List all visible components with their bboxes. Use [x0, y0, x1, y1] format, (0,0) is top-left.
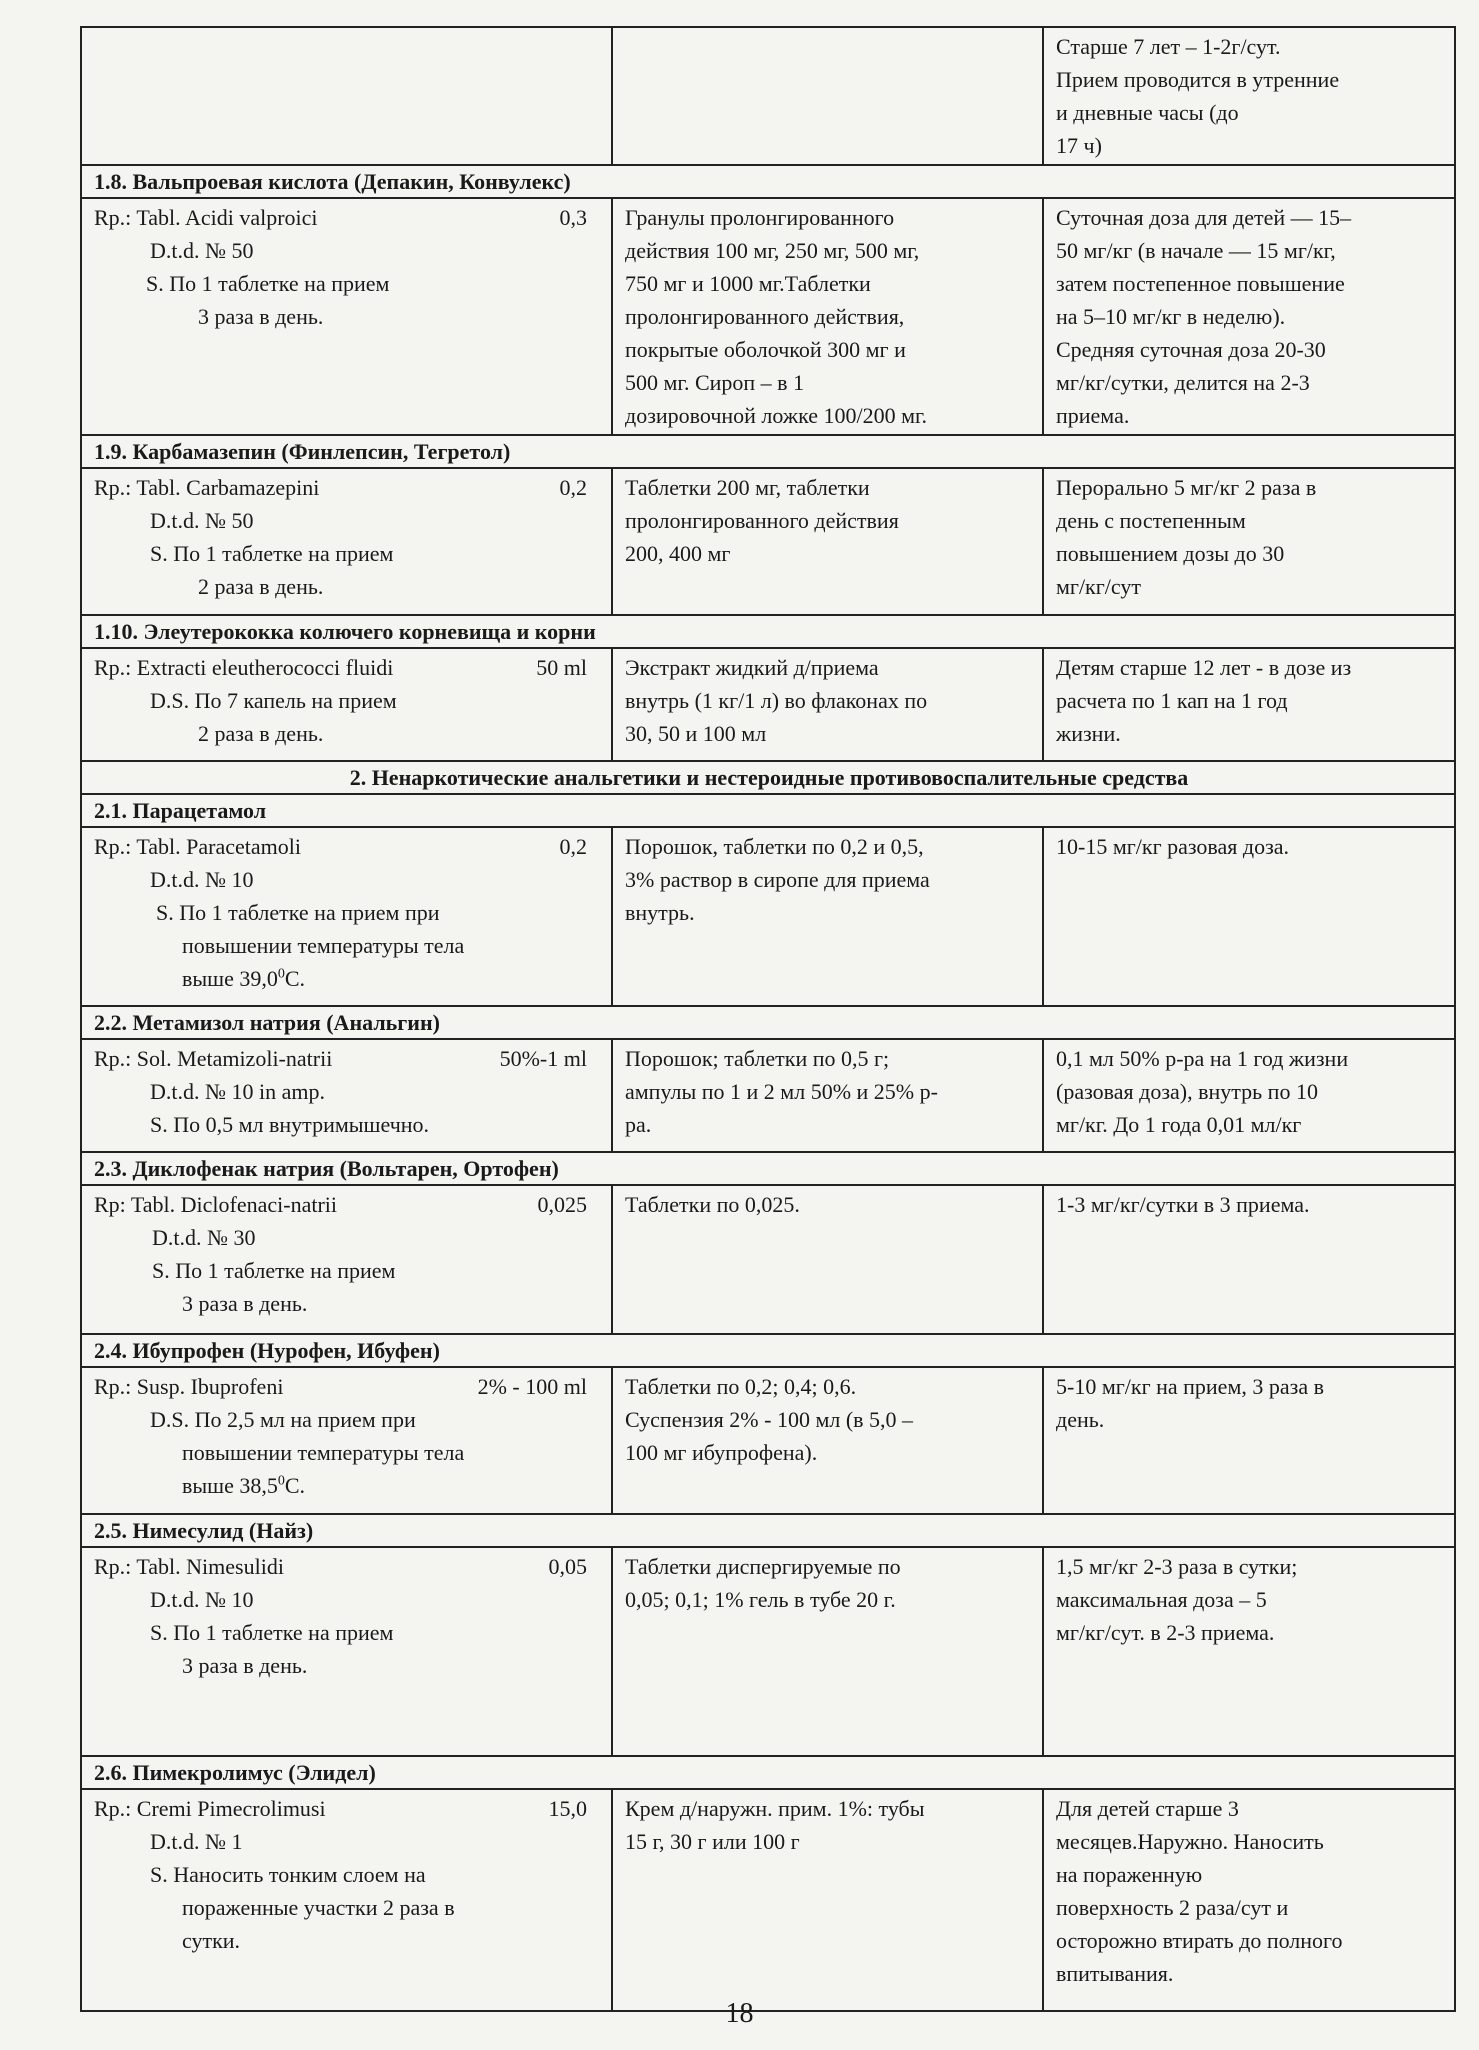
- rx-line-text: выше 39,0: [182, 966, 278, 991]
- dosing-cell: [1043, 1367, 1455, 1514]
- form-line: внутрь (1 кг/1 л) во флаконах по: [625, 688, 928, 713]
- rx-dose: 0,05: [548, 1554, 587, 1579]
- rx-line-text: S. По 1 таблетке на прием: [152, 1258, 396, 1283]
- degree-mark: 0: [277, 966, 285, 982]
- rx-line: [94, 1825, 601, 1858]
- rx-line: [94, 504, 601, 537]
- dosing-line: 1-3 мг/кг/сутки в 3 приема.: [1056, 1192, 1310, 1217]
- rx-line: [94, 863, 601, 896]
- rx-name: Rp.: Tabl. Carbamazepini: [94, 475, 320, 500]
- group-heading-row: [81, 761, 1455, 794]
- section-title: 2.4. Ибупрофен (Нурофен, Ибуфен): [81, 1334, 1455, 1367]
- form-line: Таблетки по 0,2; 0,4; 0,6.: [625, 1374, 857, 1399]
- rx-line: [94, 234, 601, 267]
- rx-line-text: D.t.d. № 30: [152, 1225, 256, 1250]
- table-row: [81, 648, 1455, 761]
- form-line: Таблетки диспергируемые по: [625, 1554, 901, 1579]
- form-line: внутрь.: [625, 900, 695, 925]
- rx-line: [94, 1891, 601, 1924]
- form-line: Экстракт жидкий д/приема: [625, 655, 879, 680]
- section-title-row: [81, 1334, 1455, 1367]
- prescription-cell: [81, 1367, 612, 1514]
- dosing-line: день.: [1056, 1407, 1105, 1432]
- rx-line: [94, 1469, 601, 1502]
- section-title-row: [81, 1514, 1455, 1547]
- rx-line-text: S. По 1 таблетке на прием при: [156, 900, 440, 925]
- rx-name: Rp.: Tabl. Nimesulidi: [94, 1554, 284, 1579]
- rx-head: [94, 471, 601, 504]
- top-row-col3: [1043, 27, 1455, 165]
- form-line: ра.: [625, 1112, 652, 1137]
- rx-name: Rp.: Tabl. Acidi valproici: [94, 205, 318, 230]
- rx-line-text: пораженные участки 2 раза в: [182, 1895, 455, 1920]
- rx-dose: 0,2: [559, 475, 587, 500]
- rx-dose: 50 ml: [536, 655, 587, 680]
- form-line: дозировочной ложке 100/200 мг.: [625, 403, 928, 428]
- dosing-cell: [1043, 1039, 1455, 1152]
- rx-head: [94, 1188, 601, 1221]
- dosage-form-cell: [612, 1039, 1043, 1152]
- rx-line-unit: С.: [284, 966, 306, 991]
- rx-line-text: S. Наносить тонким слоем на: [150, 1862, 426, 1887]
- rx-line: [94, 1858, 601, 1891]
- form-line: Порошок, таблетки по 0,2 и 0,5,: [625, 834, 924, 859]
- table-row: [81, 27, 1455, 165]
- dosing-line: день с постепенным: [1056, 508, 1246, 533]
- form-line: Таблетки 200 мг, таблетки: [625, 475, 870, 500]
- rx-head: [94, 1550, 601, 1583]
- dosing-line: Перорально 5 мг/кг 2 раза в: [1056, 475, 1317, 500]
- rx-line-text: D.t.d. № 10 in amp.: [150, 1079, 325, 1104]
- rx-name: Rp: Tabl. Diclofenaci-natrii: [94, 1192, 338, 1217]
- form-line: Таблетки по 0,025.: [625, 1192, 800, 1217]
- dosing-line: Для детей старше 3: [1056, 1796, 1239, 1821]
- table-row: [81, 1367, 1455, 1514]
- rx-line: [94, 1075, 601, 1108]
- dosing-line: 5-10 мг/кг на прием, 3 раза в: [1056, 1374, 1324, 1399]
- dosing-line: на пораженную: [1056, 1862, 1203, 1887]
- rx-line-text: 2 раза в день.: [198, 574, 324, 599]
- dosage-form-cell: [612, 1547, 1043, 1756]
- section-title-row: [81, 615, 1455, 648]
- rx-dose: 0,3: [559, 205, 587, 230]
- form-line: 750 мг и 1000 мг.Таблетки: [625, 271, 871, 296]
- rx-line-text: D.t.d. № 50: [150, 238, 254, 263]
- form-line: ампулы по 1 и 2 мл 50% и 25% р-: [625, 1079, 938, 1104]
- dosing-line: приема.: [1056, 403, 1130, 428]
- rx-head: [94, 651, 601, 684]
- rx-line: [94, 1287, 601, 1320]
- dosing-line: расчета по 1 кап на 1 год: [1056, 688, 1288, 713]
- rx-line: [94, 1254, 601, 1287]
- dosing-line: мг/кг/сут: [1056, 574, 1141, 599]
- dosing-cell: [1043, 198, 1455, 435]
- dosing-line: Суточная доза для детей — 15–: [1056, 205, 1352, 230]
- rx-line: [94, 1108, 601, 1141]
- dosage-form-cell: [612, 1185, 1043, 1334]
- form-line: 100 мг ибупрофена).: [625, 1440, 818, 1465]
- rx-line: [94, 267, 601, 300]
- rx-line-text: D.t.d. № 10: [150, 1587, 254, 1612]
- section-title-row: [81, 165, 1455, 198]
- dosing-line: мг/кг. До 1 года 0,01 мл/кг: [1056, 1112, 1302, 1137]
- rx-line-text: 3 раза в день.: [198, 304, 324, 329]
- dosing-line: и дневные часы (до: [1056, 100, 1239, 125]
- table-row: [81, 827, 1455, 1006]
- rx-dose: 2% - 100 ml: [477, 1374, 587, 1399]
- rx-head: [94, 830, 601, 863]
- section-title: 2.5. Нимесулид (Найз): [81, 1514, 1455, 1547]
- rx-name: Rp.: Extracti eleutherococci fluidi: [94, 655, 394, 680]
- dosing-cell: [1043, 827, 1455, 1006]
- form-line: покрытые оболочкой 300 мг и: [625, 337, 906, 362]
- page-number: 18: [725, 1998, 754, 2029]
- rx-dose: 0,2: [559, 834, 587, 859]
- degree-mark: 0: [277, 1473, 285, 1489]
- group-heading: 2. Ненаркотические анальгетики и нестероидные противовоспалительные средства: [81, 761, 1455, 794]
- rx-line-text: D.S. По 7 капель на прием: [150, 688, 397, 713]
- form-line: действия 100 мг, 250 мг, 500 мг,: [625, 238, 920, 263]
- table-row: [81, 1185, 1455, 1334]
- rx-line-text: S. По 1 таблетке на прием: [146, 271, 390, 296]
- dosing-line: Прием проводится в утренние: [1056, 67, 1340, 92]
- dosing-line: поверхность 2 раза/сут и: [1056, 1895, 1289, 1920]
- form-line: Гранулы пролонгированного: [625, 205, 895, 230]
- rx-line: [94, 537, 601, 570]
- rx-line: [94, 570, 601, 603]
- dosing-line: 0,1 мл 50% р-ра на 1 год жизни: [1056, 1046, 1349, 1071]
- prescription-cell: [81, 827, 612, 1006]
- dosing-line: 17 ч): [1056, 133, 1102, 158]
- rx-head: [94, 1792, 601, 1825]
- table-row: [81, 198, 1455, 435]
- rx-dose: 15,0: [548, 1796, 587, 1821]
- dosing-line: впитывания.: [1056, 1961, 1174, 1986]
- dosing-line: мг/кг/сутки, делится на 2-3: [1056, 370, 1310, 395]
- dosing-line: максимальная доза – 5: [1056, 1587, 1267, 1612]
- dosing-line: затем постепенное повышение: [1056, 271, 1345, 296]
- section-title: 1.10. Элеутерококка колючего корневища и корни: [81, 615, 1455, 648]
- dosing-line: Средняя суточная доза 20-30: [1056, 337, 1326, 362]
- section-title-row: [81, 1006, 1455, 1039]
- dosage-form-cell: [612, 648, 1043, 761]
- rx-line-text: D.S. По 2,5 мл на прием при: [150, 1407, 416, 1432]
- dosage-form-cell: [612, 1789, 1043, 2011]
- top-row-col2: [612, 27, 1043, 165]
- rx-line: [94, 1924, 601, 1957]
- prescription-cell: [81, 468, 612, 615]
- form-line: 15 г, 30 г или 100 г: [625, 1829, 800, 1854]
- prescription-cell: [81, 1039, 612, 1152]
- rx-name: Rp.: Cremi Pimecrolimusi: [94, 1796, 326, 1821]
- rx-line-text: 3 раза в день.: [182, 1291, 308, 1316]
- dosage-form-cell: [612, 827, 1043, 1006]
- rx-line: [94, 962, 601, 995]
- dosing-line: мг/кг/сут. в 2-3 приема.: [1056, 1620, 1275, 1645]
- dosing-cell: [1043, 648, 1455, 761]
- prescription-cell: [81, 1185, 612, 1334]
- dosing-line: жизни.: [1056, 721, 1121, 746]
- table-row: [81, 1039, 1455, 1152]
- rx-line: [94, 929, 601, 962]
- dosage-form-cell: [612, 198, 1043, 435]
- rx-line-text: S. По 1 таблетке на прием: [150, 541, 394, 566]
- dosage-form-cell: [612, 1367, 1043, 1514]
- section-title: 2.2. Метамизол натрия (Анальгин): [81, 1006, 1455, 1039]
- rx-line-text: S. По 1 таблетке на прием: [150, 1620, 394, 1645]
- rx-name: Rp.: Susp. Ibuprofeni: [94, 1374, 284, 1399]
- prescription-cell: [81, 1789, 612, 2011]
- prescription-table: [80, 26, 1456, 2012]
- section-title: 2.3. Диклофенак натрия (Вольтарен, Ортофен): [81, 1152, 1455, 1185]
- dosing-line: 1,5 мг/кг 2-3 раза в сутки;: [1056, 1554, 1298, 1579]
- rx-line: [94, 1221, 601, 1254]
- rx-line: [94, 300, 601, 333]
- dosing-line: осторожно втирать до полного: [1056, 1928, 1343, 1953]
- dosing-line: 10-15 мг/кг разовая доза.: [1056, 834, 1290, 859]
- prescription-cell: [81, 198, 612, 435]
- section-title-row: [81, 794, 1455, 827]
- rx-dose: 0,025: [537, 1192, 587, 1217]
- form-line: 30, 50 и 100 мл: [625, 721, 767, 746]
- rx-name: Rp.: Tabl. Paracetamoli: [94, 834, 302, 859]
- top-row-col1: [81, 27, 612, 165]
- section-title: 2.6. Пимекролимус (Элидел): [81, 1756, 1455, 1789]
- dosing-line: повышением дозы до 30: [1056, 541, 1285, 566]
- form-line: 200, 400 мг: [625, 541, 731, 566]
- dosing-cell: [1043, 468, 1455, 615]
- rx-line-text: повышении температуры тела: [182, 933, 465, 958]
- rx-line-text: сутки.: [182, 1928, 241, 1953]
- section-title-row: [81, 1152, 1455, 1185]
- dosing-line: Старше 7 лет – 1-2г/сут.: [1056, 34, 1281, 59]
- form-line: 3% раствор в сиропе для приема: [625, 867, 930, 892]
- section-title: 1.8. Вальпроевая кислота (Депакин, Конвулекс): [81, 165, 1455, 198]
- rx-line-text: 2 раза в день.: [198, 721, 324, 746]
- rx-head: [94, 1370, 601, 1403]
- rx-line-unit: С.: [284, 1473, 306, 1498]
- rx-line-text: 3 раза в день.: [182, 1653, 308, 1678]
- section-title: 2.1. Парацетамол: [81, 794, 1455, 827]
- prescription-cell: [81, 1547, 612, 1756]
- table-row: [81, 1547, 1455, 1756]
- dosing-cell: [1043, 1547, 1455, 1756]
- rx-line: [94, 1649, 601, 1682]
- dosing-cell: [1043, 1185, 1455, 1334]
- form-line: Порошок; таблетки по 0,5 г;: [625, 1046, 890, 1071]
- section-title-row: [81, 1756, 1455, 1789]
- dosing-line: месяцев.Наружно. Наносить: [1056, 1829, 1324, 1854]
- dosing-line: (разовая доза), внутрь по 10: [1056, 1079, 1318, 1104]
- rx-line-text: выше 38,5: [182, 1473, 278, 1498]
- rx-line-text: D.t.d. № 1: [150, 1829, 243, 1854]
- rx-line: [94, 1583, 601, 1616]
- section-title-row: [81, 435, 1455, 468]
- rx-line: [94, 717, 601, 750]
- rx-line-text: S. По 0,5 мл внутримышечно.: [150, 1112, 430, 1137]
- rx-line: [94, 1616, 601, 1649]
- rx-dose: 50%-1 ml: [499, 1046, 587, 1071]
- rx-line-text: повышении температуры тела: [182, 1440, 465, 1465]
- rx-line-text: D.t.d. № 50: [150, 508, 254, 533]
- dosing-cell: [1043, 1789, 1455, 2011]
- rx-line: [94, 1436, 601, 1469]
- dosing-line: Детям старше 12 лет - в дозе из: [1056, 655, 1352, 680]
- form-line: 0,05; 0,1; 1% гель в тубе 20 г.: [625, 1587, 896, 1612]
- prescription-cell: [81, 648, 612, 761]
- form-line: 500 мг. Сироп – в 1: [625, 370, 805, 395]
- form-line: Суспензия 2% - 100 мл (в 5,0 –: [625, 1407, 914, 1432]
- table-row: [81, 1789, 1455, 2011]
- rx-name: Rp.: Sol. Metamizoli-natrii: [94, 1046, 333, 1071]
- table-row: [81, 468, 1455, 615]
- section-title: 1.9. Карбамазепин (Финлепсин, Тегретол): [81, 435, 1455, 468]
- dosing-line: на 5–10 мг/кг в неделю).: [1056, 304, 1286, 329]
- form-line: Крем д/наружн. прим. 1%: тубы: [625, 1796, 925, 1821]
- dosing-line: 50 мг/кг (в начале — 15 мг/кг,: [1056, 238, 1336, 263]
- dosage-form-cell: [612, 468, 1043, 615]
- form-line: пролонгированного действия: [625, 508, 899, 533]
- rx-line: [94, 1403, 601, 1436]
- rx-line: [94, 684, 601, 717]
- rx-line: [94, 896, 601, 929]
- rx-line-text: D.t.d. № 10: [150, 867, 254, 892]
- rx-head: [94, 1042, 601, 1075]
- rx-head: [94, 201, 601, 234]
- form-line: пролонгированного действия,: [625, 304, 905, 329]
